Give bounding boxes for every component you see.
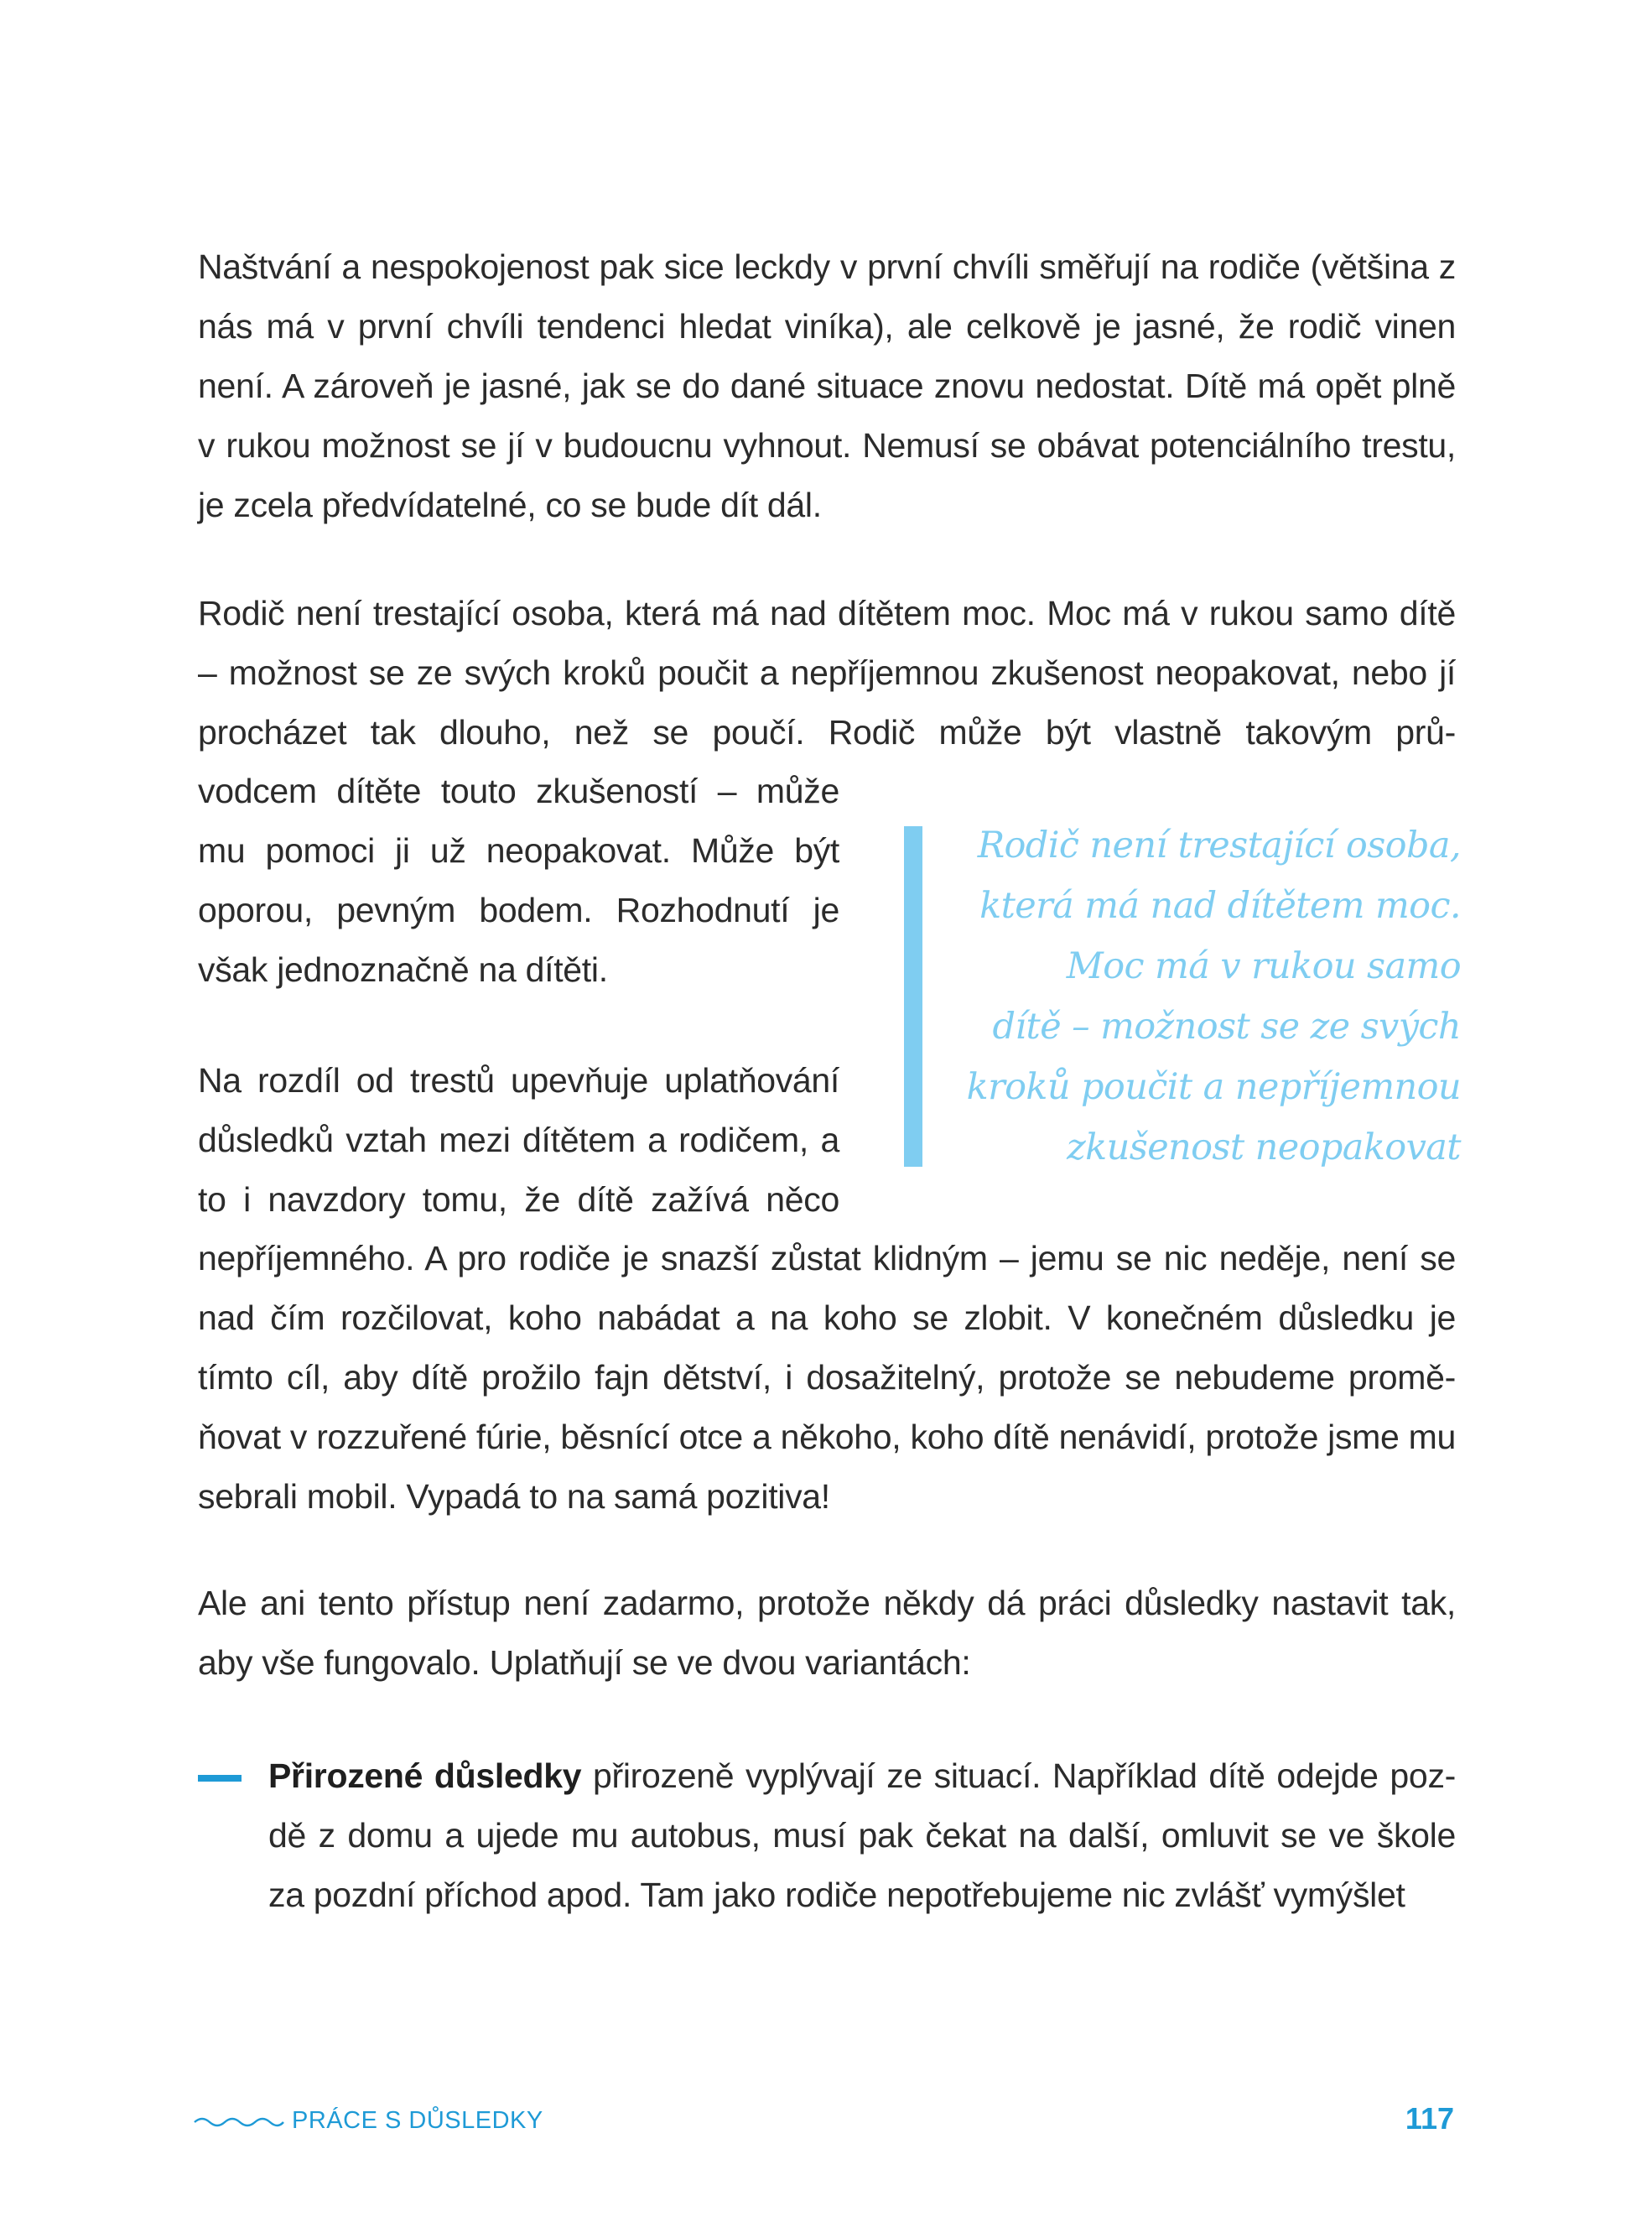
paragraph-3-end-text: nepříjemného. A pro rodiče je snazší zůstat klidným – jemu se nic neděje, není se nad čím rozčilovat, koho nabádat a na koho se zlobit. V konečném důsledku je tímto cíl, aby dítě prožilo fajn dětství, i dosažitelný, protože se nebudeme promě-ňovat v rozzuřené fúrie, běsnící otce a někoho, koho dítě nenávidí, protože jsme mu sebrali mobil. Vypadá to na samá pozitiva!: [198, 1239, 1456, 1516]
pull-quote: [931, 815, 1461, 1178]
pull-quote-line: Rodič není trestající osoba,: [977, 825, 1461, 866]
pull-quote-line: Moc má v rukou samo: [1066, 945, 1461, 987]
paragraph-2-text: Rodič není trestající osoba, která má nad dítětem moc. Moc má v rukou samo dítě – možnost se ze svých kroků poučit a nepříjemnou zkušenost neopakovat, nebo jí procházet tak dlouho, než se poučí. Rodič může být vlastně takovým prů-: [198, 594, 1456, 752]
bullet-term: Přirozené důsledky: [268, 1756, 582, 1795]
paragraph-2-continuation-text: vodcem dítěte touto zkušeností – může mu pomoci ji už neopakovat. Může být oporou, pevným bodem. Rozhodnutí je však jednoznačně na dítěti.: [198, 772, 839, 989]
bullet-item: [198, 1746, 1456, 1925]
paragraph-3-start: [198, 1051, 839, 1230]
paragraph-4-text: Ale ani tento přístup není zadarmo, protože někdy dá práci důsledky nastavit tak, aby vše fungovalo. Uplatňují se ve dvou variantách:: [198, 1584, 1456, 1682]
paragraph-2-continuation: [198, 762, 839, 1000]
footer-section-title: PRÁCE S DŮSLEDKY: [292, 2107, 543, 2134]
wave-icon: [193, 2112, 285, 2132]
page-number: 117: [1405, 2101, 1454, 2136]
pull-quote-bar: [904, 826, 922, 1167]
pull-quote-line: zkušenost neopakovat: [1067, 1127, 1461, 1168]
paragraph-1: [198, 237, 1456, 535]
pull-quote-line: kroků poučit a nepříjemnou: [966, 1066, 1461, 1108]
paragraph-3-end: [198, 1229, 1456, 1527]
pull-quote-line: která má nad dítětem moc.: [979, 885, 1461, 927]
bullet-description: přirozeně vyplývají ze situací. Například dítě odejde poz-dě z domu a ujede mu autobus, musí pak čekat na další, omluvit se ve škole za pozdní příchod apod. Tam jako rodiče nepotřebujeme nic zvlášť vymýšlet: [268, 1756, 1456, 1914]
paragraph-4: [198, 1574, 1456, 1693]
bullet-dash-icon: [198, 1775, 242, 1782]
bullet-text: [268, 1746, 1456, 1925]
paragraph-2: [198, 584, 1456, 762]
paragraph-1-text: Naštvání a nespokojenost pak sice leckdy v první chvíli směřují na rodiče (většina z nás má v první chvíli tendenci hledat viníka), ale celkově je jasné, že rodič vinen není. A zároveň je jasné, jak se do dané situace znovu nedostat. Dítě má opět plně v rukou možnost se jí v budoucnu vyhnout. Nemusí se obávat potenciálního trestu, je zcela předvídatelné, co se bude dít dál.: [198, 247, 1456, 524]
pull-quote-line: dítě – možnost se ze svých: [992, 1006, 1461, 1048]
paragraph-3-start-text: Na rozdíl od trestů upevňuje uplatňování důsledků vztah mezi dítětem a rodičem, a to i navzdory tomu, že dítě zažívá něco: [198, 1061, 839, 1219]
